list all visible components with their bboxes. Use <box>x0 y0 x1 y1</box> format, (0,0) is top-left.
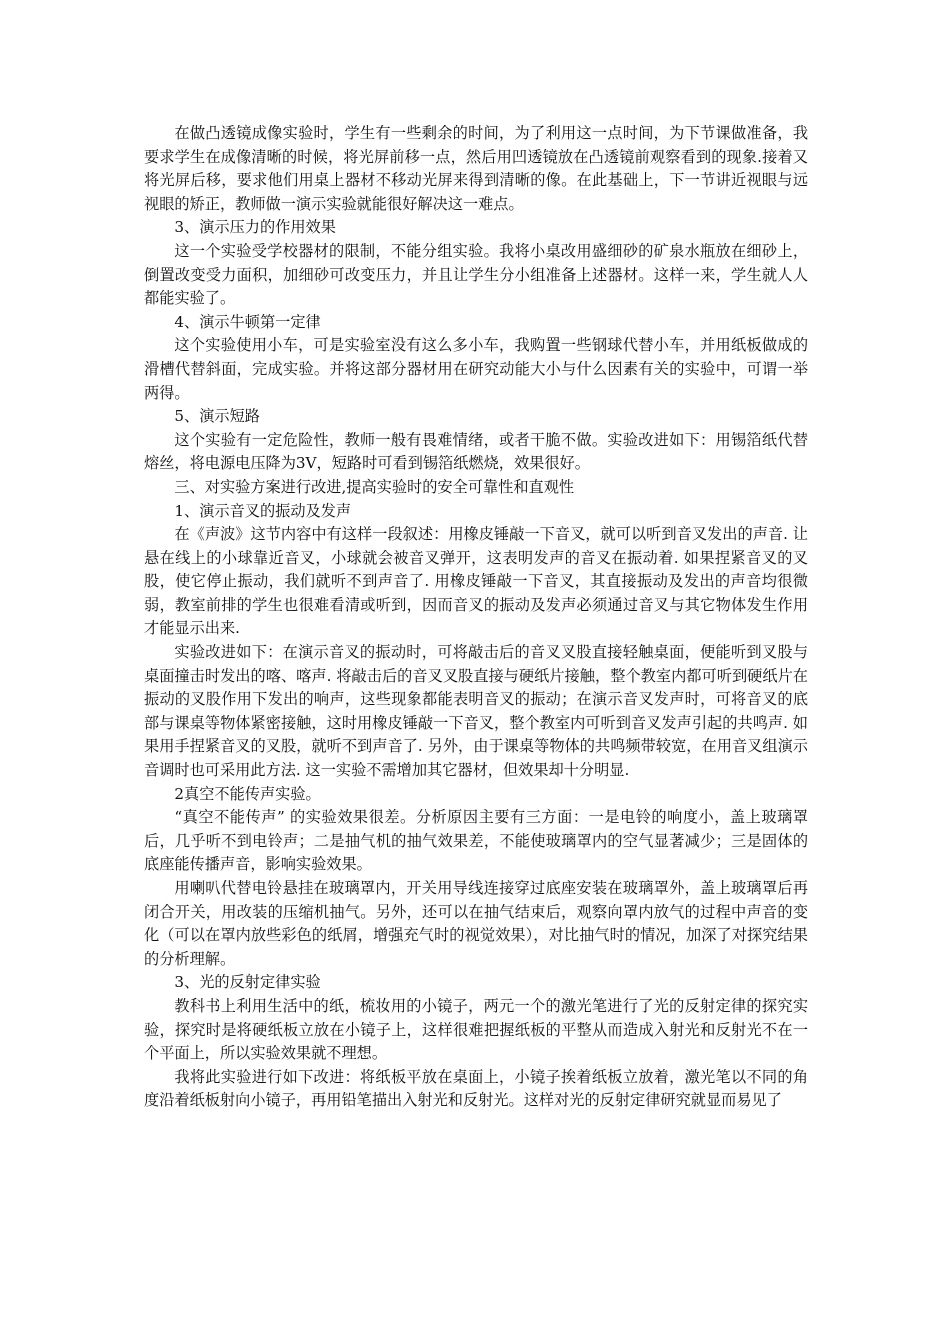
paragraph-vacuum-sound-improvement: 用喇叭代替电铃悬挂在玻璃罩内，开关用导线连接穿过底座安装在玻璃罩外，盖上玻璃罩后再闭合开关，用改装的压缩机抽气。另外，还可以在抽气结束后，观察向罩内放气的过程中声音的变化（可以在罩内放些彩色的纸屑，增强充气时的视觉效果），对比抽气时的情况，加深了对探究结果的分析理解。 <box>144 879 808 968</box>
heading-light-reflection: 3、光的反射定律实验 <box>174 973 321 992</box>
paragraph-pressure-effect: 这一个实验受学校器材的限制，不能分组实验。我将小桌改用盛细砂的矿泉水瓶放在细砂上，倒置改变受力面积，加细砂可改变压力，并且让学生分小组准备上述器材。这样一来，学生就人人都能实验了。 <box>144 241 808 308</box>
paragraph-vacuum-sound-analysis: “真空不能传声” 的实验效果很差。分析原因主要有三方面：一是电铃的响度小，盖上玻璃罩后，几乎听不到电铃声；二是抽气机的抽气效果差，不能使玻璃罩内的空气显著减少；三是固体的底座能传播声音，影响实验效果。 <box>144 808 808 874</box>
heading-pressure-effect: 3、演示压力的作用效果 <box>174 218 336 237</box>
paragraph-short-circuit: 这个实验有一定危险性，教师一般有畏难情绪，或者干脆不做。实验改进如下：用锡箔纸代替熔丝，将电源电压降为3V，短路时可看到锡箔纸燃烧，效果很好。 <box>144 430 808 473</box>
paragraph-lens-experiment: 在做凸透镜成像实验时，学生有一些剩余的时间，为了利用这一点时间，为下节课做准备，我要求学生在成像清晰的时候，将光屏前移一点，然后用凹透镜放在凸透镜前观察看到的现象.接着又将光屏后移，要求他们用桌上器材不移动光屏来得到清晰的像。在此基础上，下一节讲近视眼与远视眼的矫正，教师做一演示实验就能很好解决这一难点。 <box>144 124 808 213</box>
paragraph-light-reflection-improvement: 我将此实验进行如下改进：将纸板平放在桌面上，小镜子挨着纸板立放着，激光笔以不同的角度沿着纸板射向小镜子，再用铅笔描出入射光和反射光。这样对光的反射定律研究就显而易见了 <box>144 1067 808 1110</box>
section-heading-improvement: 三、对实验方案进行改进,提高实验时的安全可靠性和直观性 <box>174 477 575 496</box>
heading-tuning-fork: 1、演示音叉的振动及发声 <box>174 501 352 520</box>
heading-vacuum-sound: 2真空不能传声实验。 <box>174 784 321 803</box>
heading-short-circuit: 5、演示短路 <box>174 407 260 426</box>
paragraph-light-reflection-problem: 教科书上利用生活中的纸，梳妆用的小镜子，两元一个的激光笔进行了光的反射定律的探究实验，探究时是将硬纸板立放在小镜子上，这样很难把握纸板的平整从而造成入射光和反射光不在一个平面上，所以实验效果就不理想。 <box>144 996 808 1063</box>
paragraph-tuning-fork-description: 在《声波》这节内容中有这样一段叙述：用橡皮锤敲一下音叉，就可以听到音叉发出的声音. 让悬在线上的小球靠近音叉，小球就会被音叉弹开，这表明发声的音叉在振动着. 如果捏紧音叉的叉股，使它停止振动，我们就听不到声音了. 用橡皮锤敲一下音叉，其直接振动及发出的声音均很微弱，教室前排的学生也很难看清或听到，因而音叉的振动及发声必须通过音叉与其它物体发生作用才能显示出来. <box>144 525 808 638</box>
heading-newton-first-law: 4、演示牛顿第一定律 <box>174 312 321 331</box>
paragraph-newton-first-law: 这个实验使用小车，可是实验室没有这么多小车，我购置一些钢球代替小车，并用纸板做成的滑槽代替斜面，完成实验。并将这部分器材用在研究动能大小与什么因素有关的实验中，可谓一举两得。 <box>144 336 808 402</box>
document-body <box>144 122 808 1113</box>
paragraph-tuning-fork-improvement: 实验改进如下：在演示音叉的振动时，可将敲击后的音叉叉股直接轻触桌面，便能听到叉股与桌面撞击时发出的喀、喀声. 将敲击后的音叉叉股直接与硬纸片接触，整个教室内都可听到硬纸片在振动的叉股作用下发出的响声，这些现象都能表明音叉的振动；在演示音叉发声时，可将音叉的底部与课桌等物体紧密接触，这时用橡皮锤敲一下音叉，整个教室内可听到音叉发声引起的共鸣声. 如果用手捏紧音叉的叉股，就听不到声音了. 另外，由于课桌等物体的共鸣频带较宽，在用音叉组演示音调时也可采用此方法. 这一实验不需增加其它器材，但效果却十分明显. <box>144 643 808 780</box>
